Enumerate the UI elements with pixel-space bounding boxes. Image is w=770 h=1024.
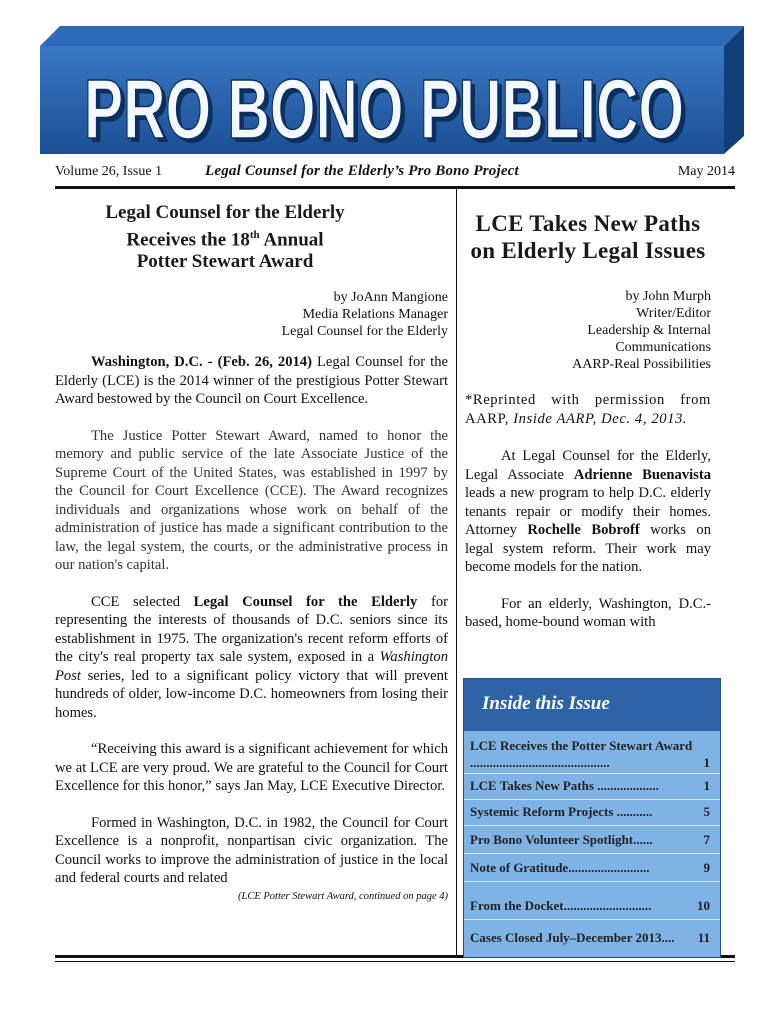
toc-item[interactable]: Cases Closed July–December 2013.... 11 [470,930,710,945]
column-divider [456,189,457,955]
continued-note: (LCE Potter Stewart Award, continued on page 4) [238,890,448,902]
toc-item[interactable]: From the Docket........................... 10 [470,898,710,913]
bottom-rule-thin [55,961,735,962]
masthead-banner [40,26,744,154]
article-paragraph: “Receiving this award is a significant achievement for which we at LCE are very proud. We are grateful to the Council for Court Excellence for this honor,” says Jan May, LCE Executive Director. [55,741,448,795]
article-paragraph: The Justice Potter Stewart Award, named to honor the memory and public service of the late Associate Justice of the Supreme Court of the United States, was established in 1997 by the Council for Court Excellence (CCE). The Award recognizes individuals and organizations whose work on behalf of the administration of justice has made a significant contribution to the law, the legal system, the courts, or the administrative process in our nation's capital. [55,427,448,574]
article-paragraph: At Legal Counsel for the Elderly, Legal Associate Adrienne Buenavista leads a new program to help D.C. elderly tenants repair or modify their homes. Attorney Rochelle Bobroff works on legal system reform. Their work may become models for the nation. [465,448,712,575]
masthead-title-shadow: PRO BONO PUBLICO [88,66,688,154]
article-headline: LCE Takes New Paths on Elderly Legal Issues [470,211,706,263]
inside-this-issue-box [463,678,721,958]
toc-divider [464,853,720,854]
inside-box-title: Inside this Issue [482,693,610,714]
toc-divider [464,919,720,920]
reprint-note: *Reprinted with permission from AARP, Inside AARP, Dec. 4, 2013. [465,392,711,427]
toc-divider [464,881,720,882]
toc-item[interactable]: Note of Gratitude......................... 9 [470,860,710,875]
issue-line [55,160,735,184]
article-paragraph: For an elderly, Washington, D.C.-based, home-bound woman with [465,595,711,630]
article-paragraph: Formed in Washington, D.C. in 1982, the Council for Court Excellence is a nonprofit, nonpartisan civic organization. The Council works to improve the administration of justice in the local and federal courts and related [55,814,448,887]
article-byline: by JoAnn Mangione Media Relations Manager Legal Counsel for the Elderly [281,290,448,340]
article-potter-stewart [55,202,448,902]
issue-date: May 2014 [677,164,735,179]
toc-item[interactable]: LCE Receives the Potter Stewart Award ........................................... 1 [470,738,710,770]
article-new-paths [465,210,711,632]
toc-item[interactable]: LCE Takes New Paths ................... 1 [470,778,710,793]
toc-item[interactable]: Systemic Reform Projects ........... 5 [470,804,710,819]
article-paragraph: CCE selected Legal Counsel for the Elderly for representing the interests of thousands of D.C. seniors since its establishment in 1975. The organization's recent reform efforts of the city's real property tax sale system, exposed in a Washington Post series, led to a significant policy victory that will prevent hundreds of older, low-income D.C. homeowners from losing their homes. [55,593,448,721]
toc-divider [464,825,720,826]
masthead-title: PRO BONO PUBLICO [84,62,684,154]
article-paragraph: Washington, D.C. - (Feb. 26, 2014) Legal Counsel for the Elderly (LCE) is the 2014 winner of the prestigious Potter Stewart Award bestowed by the Council on Court Excellence. [55,354,448,408]
toc-item[interactable]: Pro Bono Volunteer Spotlight...... 7 [470,832,710,847]
toc-divider [464,773,720,774]
article-headline: Legal Counsel for the Elderly Receives the 18th Annual Potter Stewart Award [105,202,345,273]
article-byline: by John Murph Writer/Editor Leadership & Internal Communications AARP-Real Possibilities [572,289,711,372]
masthead-graphic [40,26,744,154]
volume-label: Volume 26, Issue 1 [55,164,163,179]
toc-divider [464,799,720,800]
top-rule [55,186,735,189]
newsletter-subtitle: Legal Counsel for the Elderly’s Pro Bono Project [205,163,519,179]
inside-box-header [464,679,720,731]
